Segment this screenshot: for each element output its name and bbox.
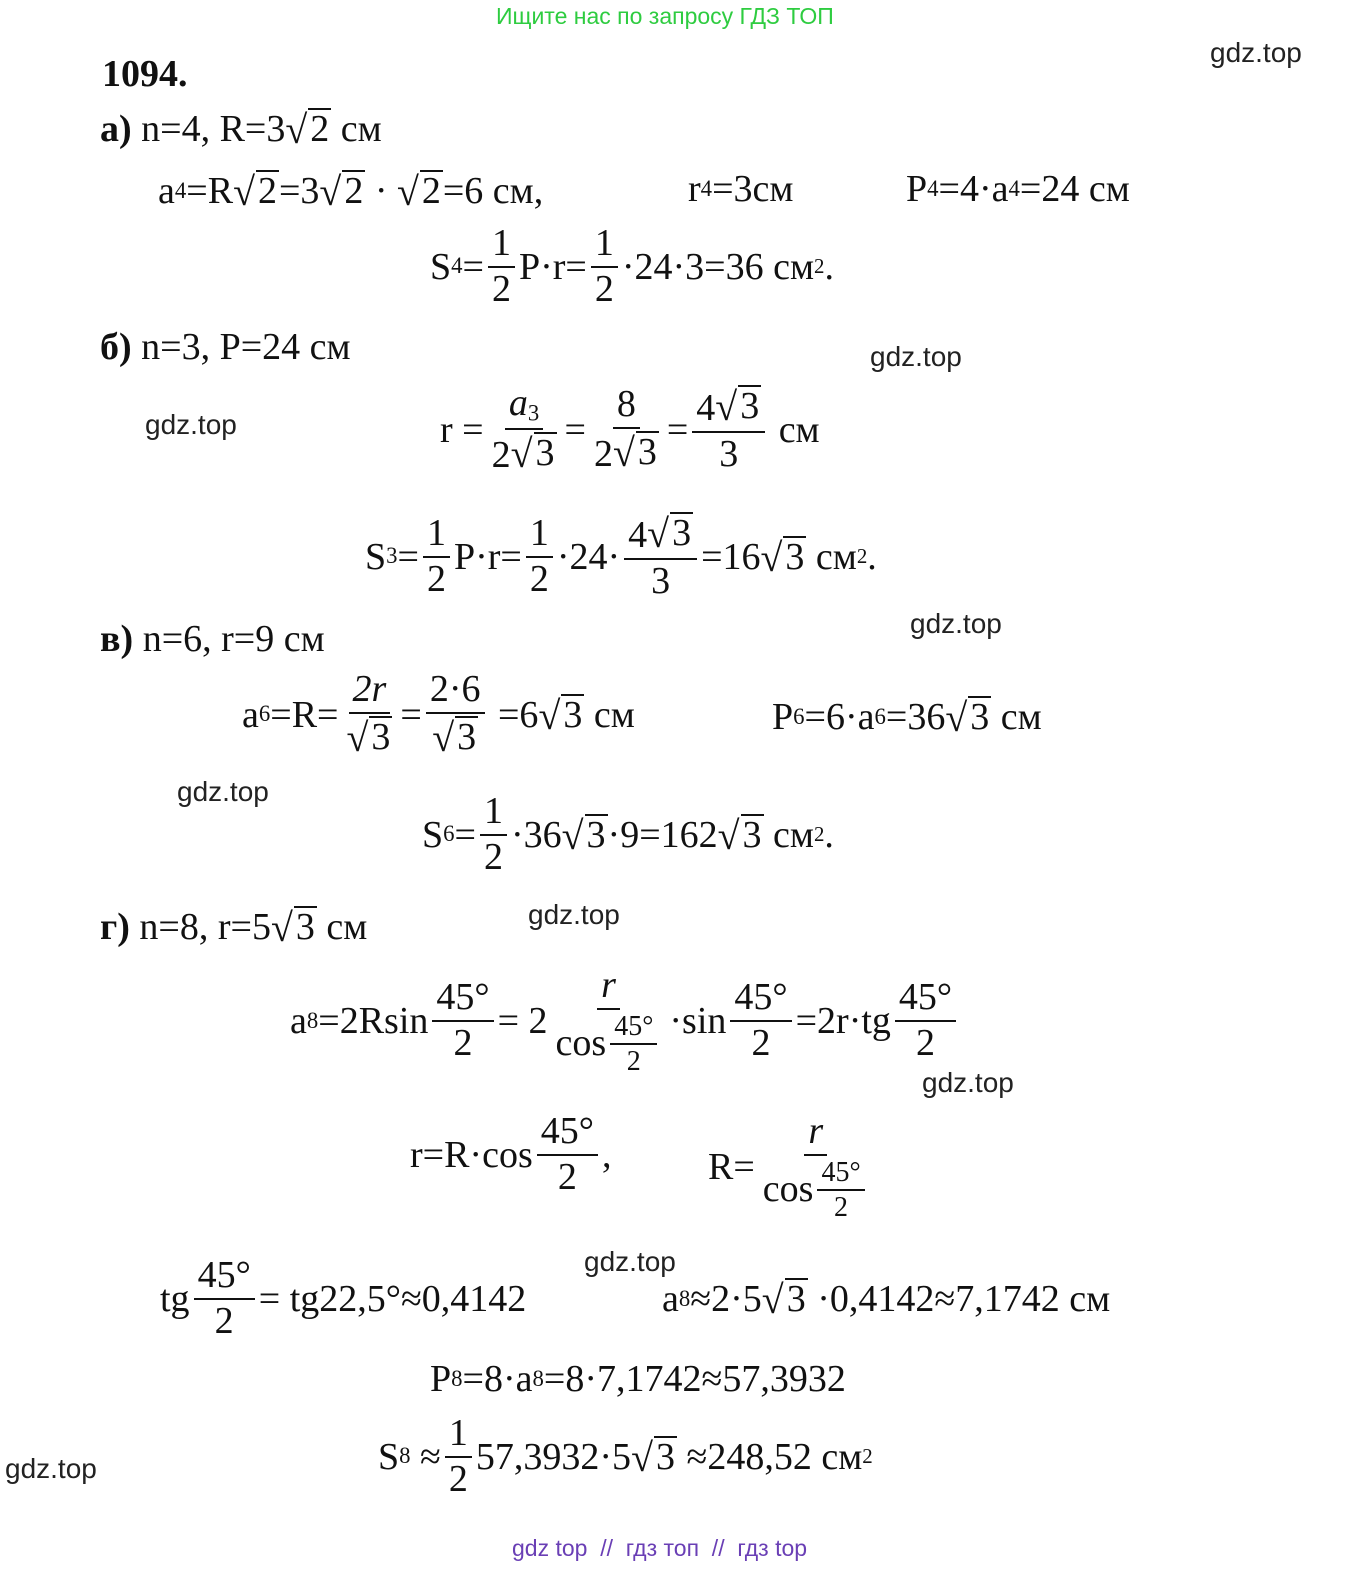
problem-number: 1094. [102,53,188,95]
part-c-perimeter: P 6 =6·a 6 =36 √ 3 см [772,694,1042,740]
top-banner[interactable]: Ищите нас по запросу ГДЗ ТОП [496,3,834,29]
part-a-label: а) [100,107,132,150]
footer-links[interactable]: gdz top // гдз топ // гдз top [512,1535,808,1561]
part-b-given: б) n=3, P=24 см [100,326,351,368]
part-d-given: г) n=8, r=5 √ 3 см [100,904,368,950]
part-d-circumradius: R= r cos $\frac{45^\circ}{2}$ [708,1112,877,1223]
part-d-label: г) [100,905,130,948]
part-a-given-text: n=4, R=3 [141,107,286,150]
watermark: gdz.top [177,776,269,807]
part-d-side-value: a 8 ≈2·5 √ 3 ·0,4142≈7,1742 см [662,1276,1111,1322]
part-d-inradius: r=R·cos $\frac{45^\circ}{2}$ , [410,1110,612,1198]
part-a-given [100,108,382,150]
part-c-label: в) [100,618,134,660]
unit: см [340,107,382,150]
part-c-area: S 6 = $\frac{1}{2}$ ·36 √ 3 ·9=162 √ 3 см 2 . [422,790,834,878]
part-d-area: S 8 ≈ $\frac{1}{2}$ 57,3932·5 √ 3 ≈248,52 см 2 [378,1412,873,1500]
part-b-area: S 3 = $\frac{1}{2}$ P·r= $\frac{1}{2}$ ·24· 4 √ 3 3 =16 √ 3 см 2 . [365,510,877,602]
part-a-area: S 4 = $\frac{1}{2}$ P·r= $\frac{1}{2}$ ·24·3=36 см 2 . [430,222,834,310]
watermark: gdz.top [5,1453,97,1484]
watermark: gdz.top [584,1246,676,1277]
watermark: gdz.top [910,608,1002,639]
watermark: gdz.top [145,409,237,440]
part-c-given: в) n=6, r=9 см [100,618,325,660]
part-a-inradius: r 4 =3см [688,168,794,210]
watermark: gdz.top [922,1067,1014,1098]
part-a-perimeter: P 4 =4·a 4 =24 см [906,168,1130,210]
part-b-inradius: r = $a_3$ 2 √ 3 = 8 2 √ 3 = 4 √ 3 3 см [440,382,820,476]
part-d-side-formula: a 8 =2Rsin $\frac{45^\circ}{2}$ = 2 r cos $\frac{45^\circ}{2}$ ·sin $\frac{45^\circ}{2}$ =2r·tg $\frac{45^\circ}{2}$ [290,966,960,1077]
part-d-tangent: tg $\frac{45^\circ}{2}$ = tg22,5°≈0,4142 [160,1254,527,1342]
part-b-label: б) [100,326,132,368]
watermark: gdz.top [870,341,962,372]
watermark: gdz.top [1210,37,1302,68]
watermark: gdz.top [528,899,620,930]
part-a-side-formula: a 4 =R √ 2 =3 √ 2 · √ 2 =6 см, [158,168,544,214]
sqrt: √ 2 [285,106,330,152]
part-c-side-formula: a 6 =R= 2r √ 3 = 2·6 √ 3 =6 √ 3 см [242,668,635,760]
part-d-perimeter: P 8 =8·a 8 =8·7,1742≈57,3932 [430,1358,846,1400]
